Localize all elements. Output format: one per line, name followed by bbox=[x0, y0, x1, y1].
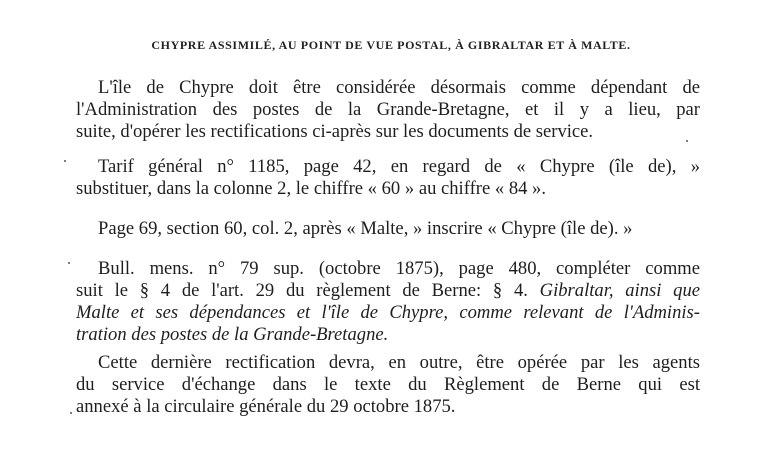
paragraph-line: Bull. mens. n° 79 sup. (octobre 1875), page 480, compléter comme bbox=[98, 258, 700, 279]
paragraph-line: Page 69, section 60, col. 2, après « Malte, » inscrire « Chypre (île de). » bbox=[98, 218, 633, 239]
paragraph-line: L'île de Chypre doit être considérée désormais comme dépendant de bbox=[98, 77, 700, 98]
paragraph-bulletin-mensuel bbox=[76, 258, 700, 346]
paragraph-page-69 bbox=[76, 218, 700, 240]
paragraph-tarif-general bbox=[76, 156, 700, 200]
section-heading: CHYPRE ASSIMILÉ, AU POINT DE VUE POSTAL, À GIBRALTAR ET À MALTE. bbox=[151, 38, 631, 52]
paragraph-line-italic: tration des postes de la Grande-Bretagne. bbox=[76, 324, 389, 345]
paragraph-derniere-rectification bbox=[76, 352, 700, 418]
print-speck bbox=[70, 412, 72, 414]
paragraph-line: du service d'échange dans le texte du Règlement de Berne qui est bbox=[76, 374, 700, 395]
paragraph-line: suite, d'opérer les rectifications ci-après sur les documents de service. bbox=[76, 121, 594, 142]
print-speck bbox=[64, 160, 66, 162]
paragraph-line-italic: Gibraltar, ainsi que bbox=[539, 280, 700, 301]
paragraph-line-roman: suit le § 4 de l'art. 29 du règlement de Berne: § 4. bbox=[76, 280, 540, 301]
print-speck bbox=[686, 140, 688, 142]
paragraph-line bbox=[76, 280, 700, 302]
paragraph-line: l'Administration des postes de la Grande-Bretagne, et il y a lieu, par bbox=[76, 99, 700, 120]
paragraph-line: annexé à la circulaire générale du 29 octobre 1875. bbox=[76, 396, 456, 417]
paragraph-line: Cette dernière rectification devra, en outre, être opérée par les agents bbox=[98, 352, 700, 373]
paragraph-line: Tarif général n° 1185, page 42, en regard de « Chypre (île de), » bbox=[98, 156, 700, 177]
paragraph-cyprus-dependency bbox=[76, 77, 700, 143]
print-speck bbox=[68, 262, 70, 264]
paragraph-line: substituer, dans la colonne 2, le chiffre « 60 » au chiffre « 84 ». bbox=[76, 178, 547, 199]
paragraph-line-italic: Malte et ses dépendances et l'île de Chypre, comme relevant de l'Adminis- bbox=[76, 302, 700, 323]
